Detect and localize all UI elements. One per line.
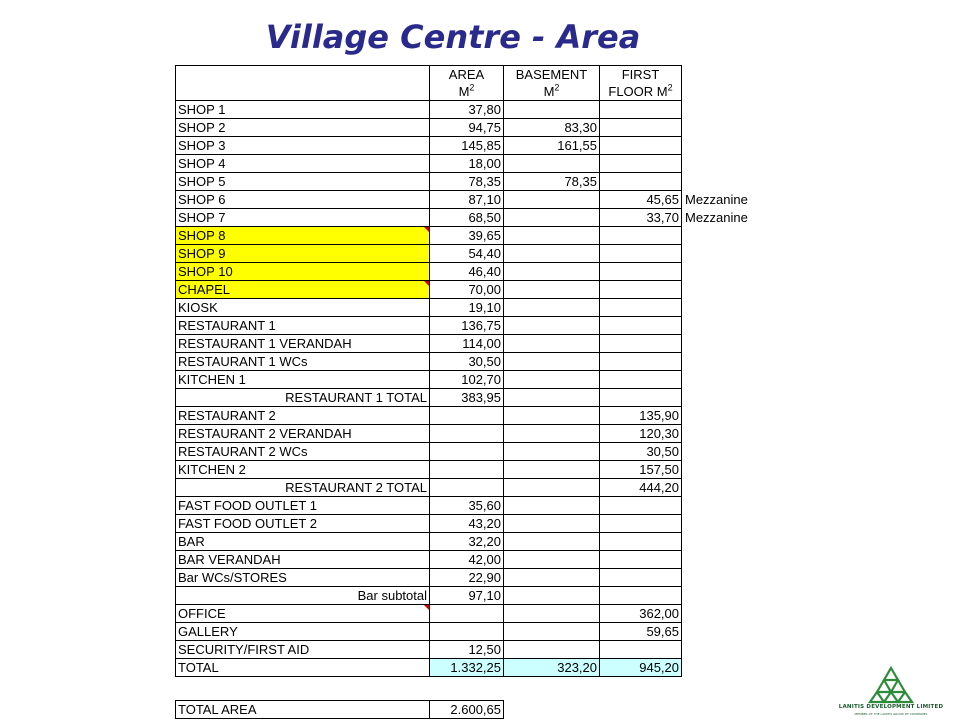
row-name-cell: RESTAURANT 1 (176, 317, 430, 335)
page-title: Village Centre - Area (265, 18, 641, 56)
table-row (176, 137, 768, 155)
row-name-cell: SHOP 10 (176, 263, 430, 281)
area-table (175, 65, 768, 677)
row-name-cell: RESTAURANT 2 WCs (176, 443, 430, 461)
row-basement-cell (504, 101, 600, 119)
comment-indicator-icon (424, 227, 429, 232)
header-first-floor (600, 66, 682, 84)
total-area-row (176, 701, 504, 719)
header-basement-unit (504, 83, 600, 101)
table-row (176, 641, 768, 659)
row-first-floor-cell (600, 155, 682, 173)
row-area-cell: 35,60 (430, 497, 504, 515)
row-note-cell (682, 371, 768, 389)
row-note-cell: Mezzanine (685, 210, 748, 225)
row-basement-cell (504, 335, 600, 353)
row-first-floor-cell (600, 173, 682, 191)
row-area-cell: 18,00 (430, 155, 504, 173)
row-first-floor-cell: 135,90 (600, 407, 682, 425)
row-area-cell: 94,75 (430, 119, 504, 137)
logo-tagline: MEMBER OF THE LANITIS GROUP OF COMPANIES (854, 712, 928, 716)
row-first-floor-cell (600, 587, 682, 605)
row-area-cell: 42,00 (430, 551, 504, 569)
row-note-cell (682, 587, 768, 605)
row-first-floor-cell (600, 353, 682, 371)
header-basement-unit-sup: 2 (554, 83, 560, 93)
row-name-cell: GALLERY (176, 623, 430, 641)
row-name-cell: FAST FOOD OUTLET 1 (176, 497, 430, 515)
total-row (176, 659, 768, 677)
row-name-cell: SHOP 7 (176, 209, 430, 227)
row-note-cell (682, 569, 768, 587)
header-basement-unit-label: M (543, 84, 555, 99)
row-name-cell: SHOP 1 (176, 101, 430, 119)
row-first-floor-cell (600, 101, 682, 119)
row-note-cell (682, 443, 768, 461)
row-note-cell (682, 389, 768, 407)
row-basement-cell (504, 551, 600, 569)
row-area-cell: 68,50 (430, 209, 504, 227)
company-logo (826, 664, 956, 716)
row-basement-cell (504, 263, 600, 281)
table-row (176, 425, 768, 443)
row-first-floor-cell: 362,00 (600, 605, 682, 623)
row-name-cell: KIOSK (176, 299, 430, 317)
row-area-cell: 383,95 (430, 389, 504, 407)
row-basement-cell (504, 515, 600, 533)
table-row (176, 335, 768, 353)
row-note-cell (682, 119, 768, 137)
row-basement-cell: 83,30 (504, 119, 600, 137)
row-note-cell (682, 173, 768, 191)
table-row (176, 587, 768, 605)
table-row (176, 209, 768, 227)
row-basement-cell (504, 155, 600, 173)
row-note-cell (682, 479, 768, 497)
row-name-cell: BAR (176, 533, 430, 551)
row-area-cell (430, 443, 504, 461)
header-note-cell-2 (682, 83, 768, 101)
table-row (176, 569, 768, 587)
row-area-cell: 37,80 (430, 101, 504, 119)
row-basement-cell (504, 281, 600, 299)
header-first-label: FIRST (621, 67, 660, 82)
row-first-floor-cell: 945,20 (600, 659, 682, 677)
comment-indicator-icon (424, 605, 429, 610)
row-first-floor-cell (600, 281, 682, 299)
comment-indicator-icon (424, 281, 429, 286)
row-note-cell (682, 641, 768, 659)
row-name-cell: CHAPEL (176, 281, 430, 299)
row-note-cell (682, 263, 768, 281)
header-first-unit (600, 83, 682, 101)
row-note-cell (682, 281, 768, 299)
row-first-floor-cell (600, 299, 682, 317)
row-name-cell: OFFICE (176, 605, 430, 623)
row-basement-cell (504, 245, 600, 263)
row-basement-cell (504, 641, 600, 659)
row-area-cell: 39,65 (430, 227, 504, 245)
row-basement-cell (504, 317, 600, 335)
header-area (430, 66, 504, 84)
header-empty-cell (176, 66, 430, 84)
row-name-cell: RESTAURANT 1 VERANDAH (176, 335, 430, 353)
row-first-floor-cell (600, 137, 682, 155)
row-basement-cell (504, 407, 600, 425)
row-first-floor-cell: 45,65 (600, 191, 682, 209)
row-first-floor-cell (600, 335, 682, 353)
row-name-cell: SHOP 8 (176, 227, 430, 245)
header-note-cell (682, 66, 768, 84)
row-name-cell: KITCHEN 2 (176, 461, 430, 479)
table-header-row-2 (176, 83, 768, 101)
row-name-cell: RESTAURANT 2 VERANDAH (176, 425, 430, 443)
row-basement-cell: 161,55 (504, 137, 600, 155)
table-row (176, 263, 768, 281)
header-area-label: AREA (448, 67, 485, 82)
table-row (176, 155, 768, 173)
row-note-cell (682, 425, 768, 443)
row-note-cell (682, 515, 768, 533)
row-first-floor-cell (600, 641, 682, 659)
row-note-cell (682, 101, 768, 119)
row-first-floor-cell: 59,65 (600, 623, 682, 641)
row-name-cell: SHOP 6 (176, 191, 430, 209)
row-first-floor-cell (600, 317, 682, 335)
row-area-cell (430, 623, 504, 641)
row-basement-cell (504, 479, 600, 497)
row-basement-cell: 323,20 (504, 659, 600, 677)
row-first-floor-cell: 120,30 (600, 425, 682, 443)
table-row (176, 443, 768, 461)
row-first-floor-cell (600, 227, 682, 245)
row-note-cell (682, 461, 768, 479)
row-area-cell: 114,00 (430, 335, 504, 353)
table-row (176, 317, 768, 335)
table-row (176, 101, 768, 119)
row-name-cell: SHOP 4 (176, 155, 430, 173)
total-area-label: TOTAL AREA (176, 701, 430, 719)
row-basement-cell (504, 371, 600, 389)
total-area-table (175, 700, 504, 719)
row-name-cell: SECURITY/FIRST AID (176, 641, 430, 659)
row-name-cell: SHOP 2 (176, 119, 430, 137)
table-row (176, 605, 768, 623)
row-first-floor-cell (600, 515, 682, 533)
row-note-cell (682, 497, 768, 515)
row-name-cell: KITCHEN 1 (176, 371, 430, 389)
row-note-cell (682, 407, 768, 425)
header-area-unit-label: M (458, 84, 470, 99)
row-name-cell: Bar subtotal (176, 587, 430, 605)
row-basement-cell (504, 569, 600, 587)
row-area-cell: 70,00 (430, 281, 504, 299)
row-first-floor-cell: 157,50 (600, 461, 682, 479)
table-header-row (176, 66, 768, 84)
row-name-cell: RESTAURANT 1 TOTAL (176, 389, 430, 407)
row-area-cell: 87,10 (430, 191, 504, 209)
row-basement-cell (504, 299, 600, 317)
row-area-cell: 136,75 (430, 317, 504, 335)
row-note-cell (682, 533, 768, 551)
table-row (176, 515, 768, 533)
table-row (176, 407, 768, 425)
table-row (176, 353, 768, 371)
row-name-cell: SHOP 5 (176, 173, 430, 191)
mountain-logo-icon (826, 664, 956, 704)
row-name-cell: RESTAURANT 2 TOTAL (176, 479, 430, 497)
table-row (176, 497, 768, 515)
row-area-cell: 43,20 (430, 515, 504, 533)
header-first-unit-sup: 2 (667, 83, 673, 93)
row-area-cell: 145,85 (430, 137, 504, 155)
row-first-floor-cell: 444,20 (600, 479, 682, 497)
row-name-cell: RESTAURANT 1 WCs (176, 353, 430, 371)
row-name-cell: RESTAURANT 2 (176, 407, 430, 425)
row-note-cell (682, 245, 768, 263)
table-row (176, 227, 768, 245)
row-area-cell (430, 425, 504, 443)
row-first-floor-cell: 33,70 (600, 209, 682, 227)
total-area-value: 2.600,65 (430, 701, 504, 719)
row-area-cell: 54,40 (430, 245, 504, 263)
row-first-floor-cell (600, 263, 682, 281)
row-area-cell: 32,20 (430, 533, 504, 551)
row-note-cell (682, 299, 768, 317)
row-area-cell: 97,10 (430, 587, 504, 605)
row-first-floor-cell (600, 497, 682, 515)
table-row (176, 461, 768, 479)
row-area-cell (430, 461, 504, 479)
row-note-cell (682, 605, 768, 623)
header-first-unit-label: FLOOR M (608, 84, 668, 99)
row-area-cell: 46,40 (430, 263, 504, 281)
row-basement-cell (504, 209, 600, 227)
row-note-cell (682, 317, 768, 335)
row-note-cell (682, 551, 768, 569)
table-row (176, 173, 768, 191)
row-basement-cell (504, 623, 600, 641)
row-note-cell (682, 335, 768, 353)
row-name-cell: SHOP 9 (176, 245, 430, 263)
row-first-floor-cell (600, 119, 682, 137)
row-note-cell (682, 155, 768, 173)
table-row (176, 371, 768, 389)
row-first-floor-cell (600, 389, 682, 407)
row-note-cell (682, 623, 768, 641)
header-area-unit-sup: 2 (469, 83, 475, 93)
table-row (176, 479, 768, 497)
row-first-floor-cell (600, 245, 682, 263)
row-area-cell: 102,70 (430, 371, 504, 389)
row-basement-cell (504, 605, 600, 623)
row-first-floor-cell (600, 551, 682, 569)
header-basement (504, 66, 600, 84)
header-basement-label: BASEMENT (515, 67, 588, 82)
row-note-cell (682, 137, 768, 155)
row-basement-cell (504, 425, 600, 443)
row-first-floor-cell (600, 371, 682, 389)
row-basement-cell (504, 191, 600, 209)
row-note-cell (682, 353, 768, 371)
row-area-cell (430, 605, 504, 623)
row-name-cell: Bar WCs/STORES (176, 569, 430, 587)
row-area-cell: 78,35 (430, 173, 504, 191)
row-name-cell: BAR VERANDAH (176, 551, 430, 569)
row-name-cell: TOTAL (176, 659, 430, 677)
logo-company-name: LANITIS DEVELOPMENT LIMITED (838, 704, 944, 710)
row-area-cell: 22,90 (430, 569, 504, 587)
row-first-floor-cell: 30,50 (600, 443, 682, 461)
row-basement-cell (504, 227, 600, 245)
row-note-cell (682, 659, 768, 677)
table-row (176, 119, 768, 137)
row-basement-cell (504, 587, 600, 605)
row-area-cell (430, 407, 504, 425)
table-row (176, 533, 768, 551)
row-basement-cell (504, 461, 600, 479)
row-area-cell: 12,50 (430, 641, 504, 659)
row-basement-cell: 78,35 (504, 173, 600, 191)
table-row (176, 191, 768, 209)
row-area-cell: 30,50 (430, 353, 504, 371)
row-name-cell: SHOP 3 (176, 137, 430, 155)
table-row (176, 245, 768, 263)
row-area-cell: 1.332,25 (430, 659, 504, 677)
table-row (176, 281, 768, 299)
table-row (176, 623, 768, 641)
table-row (176, 299, 768, 317)
row-first-floor-cell (600, 569, 682, 587)
row-area-cell: 19,10 (430, 299, 504, 317)
row-name-cell: FAST FOOD OUTLET 2 (176, 515, 430, 533)
row-basement-cell (504, 389, 600, 407)
table-row (176, 551, 768, 569)
row-basement-cell (504, 533, 600, 551)
row-basement-cell (504, 443, 600, 461)
row-note-cell: Mezzanine (685, 192, 748, 207)
table-row (176, 389, 768, 407)
header-empty-cell-2 (176, 83, 430, 101)
row-basement-cell (504, 353, 600, 371)
row-area-cell (430, 479, 504, 497)
row-first-floor-cell (600, 533, 682, 551)
header-area-unit (430, 83, 504, 101)
row-note-cell (682, 227, 768, 245)
row-basement-cell (504, 497, 600, 515)
